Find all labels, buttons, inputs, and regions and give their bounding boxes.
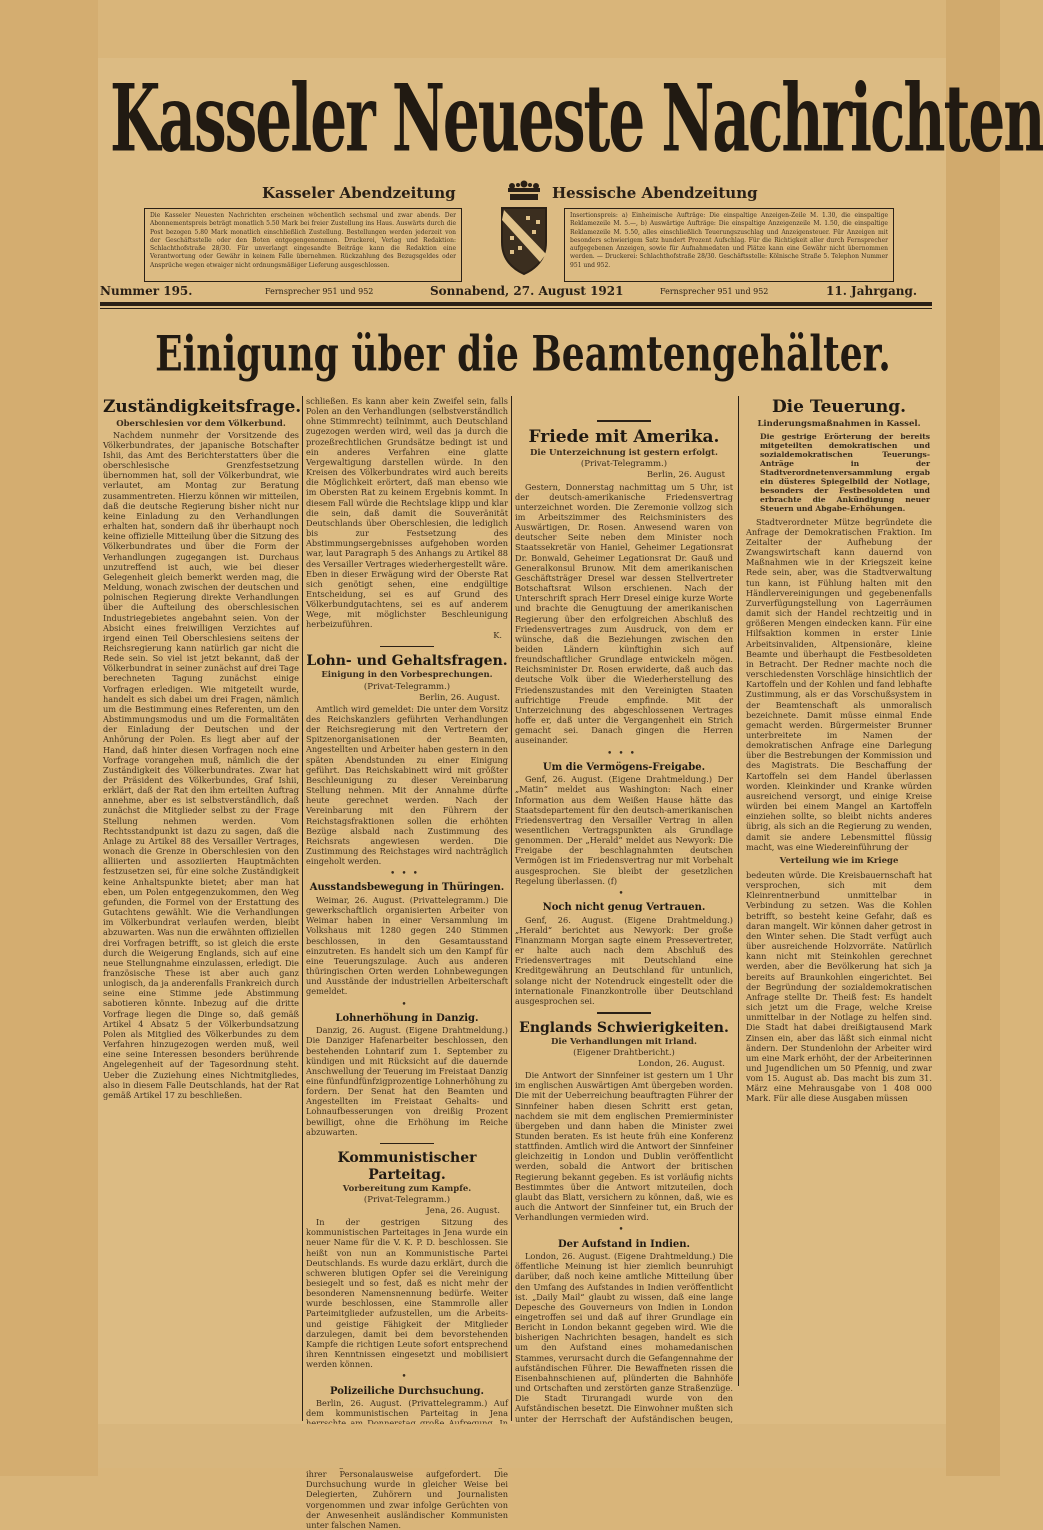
article-subtitle: Einigung in den Vorbesprechungen. xyxy=(321,670,493,681)
article-body: Gestern, Donnerstag nachmittag um 5 Uhr, ist der deutsch-amerikanische Friedensvertrag unterzeichnet worden. Die Zeremonie vollzog sich im Arbeitszimmer des Reichsministers des Auswärtigen, Dr. Rosen. Anwesend waren von deutscher Seite neben dem Minister noch Staatssekretär von Haniel, Geheimer Legationsrat Dr. Bonwald, Geheimer Legationsrat Dr. Gauß und Generalkonsul Brunow. Mit dem amerikanischen Geschäftsträger Dresel war dessen Stellvertreter Botschaftsrat Wilson erschienen. Nach der Unterschrift sprach Herr Dresel einige kurze Worte und brachte die Genugtuung der amerikanischen Regierung über den erfolgreichen Abschluß des Friedensvertrages zum Ausdruck, von dem er wünsche, daß die Beziehungen zwischen den beiden Ländern künftighin sich auf freundschaftlicher Grundlage entwickeln mögen. Reichsminister Dr. Rosen erwiderte, daß auch das deutsche Volk über die Wiederherstellung des Friedenszustandes mit den Vereinigten Staaten aufrichtige Freude empfinde. Mit der Unterzeichnung des abgeschlossenen Vertrages hoffe er, daß unter die Vergangenheit ein Strich gemacht sei. Danach gingen die Herren auseinander. xyxy=(515,481,733,746)
column-4 xyxy=(746,396,932,1346)
main-headline: Einigung über die Beamtengehälter. xyxy=(155,325,891,383)
article-subtitle: Die Unterzeichnung ist gestern erfolgt. xyxy=(530,448,718,459)
article-title: Die Teuerung. xyxy=(771,397,907,417)
article-source: (Privat-Telegramm.) xyxy=(363,1194,451,1205)
phone-right: Fernsprecher 951 und 952 xyxy=(660,287,769,296)
masthead xyxy=(110,64,1043,173)
article-dateline: Berlin, 26. August xyxy=(646,470,725,481)
column-rule xyxy=(511,396,512,1421)
separator-rule xyxy=(380,1143,434,1145)
separator-rule xyxy=(380,646,434,648)
phone-left: Fernsprecher 951 und 952 xyxy=(265,287,374,296)
article-title: Lohnerhöhung in Danzig. xyxy=(335,1012,479,1024)
article-source: (Eigener Drahtbericht.) xyxy=(573,1047,675,1058)
article-title: Lohn- und Gehaltsfragen. xyxy=(306,653,508,670)
article-body: Weimar, 26. August. (Privattelegramm.) Die gewerkschaftlich organisierten Arbeiter von Weimar haben in einer Versammlung im Volkshaus mit 1280 gegen 240 Stimmen beschlossen, in den Gesamtausstand einzutreten. Es handelt sich um den Kampf für eine Teuerungszulage. Auch aus anderen thüringischen Orten werden Lohnbewegungen und Ausstände der industriellen Arbeiterschaft gemeldet. xyxy=(306,894,508,997)
article-title: Englands Schwierigkeiten. xyxy=(519,1019,729,1036)
column-3 xyxy=(515,396,733,1424)
article-dateline: London, 26. August. xyxy=(638,1058,725,1069)
dateline xyxy=(100,284,930,302)
separator-dot: • xyxy=(618,1225,630,1236)
article-subtitle: Vorbereitung zum Kampfe. xyxy=(342,1183,472,1194)
article-subtitle: Linderungsmaßnahmen in Kassel. xyxy=(757,418,921,429)
subscription-info-box: Die Kasseler Neuesten Nachrichten erscheinen wöchentlich sechsmal und zwar abends. Der Abonnementspreis beträgt monatlich 5.50 Mark bei freier Zustellung ins Haus. Auswärts durch die Post bezogen 5.80 Mark monatlich einschließlich Zustellung. Bestellungen werden jederzeit von der Geschäftsstelle oder den Boten entgegengenommen. Druckerei, Verlag und Redaktion: Schlachthofstraße 28/30. Für unverlangt eingesandte Beiträge kann die Redaktion eine Verantwortung oder Gewähr in keinem Falle übernehmen. Rückzahlung des Bezugsgeldes oder Ansprüche wegen etwaiger nicht ordnungsmäßiger Lieferung ausgeschlossen. xyxy=(144,208,462,282)
article-dateline: Berlin, 26. August. xyxy=(419,692,500,703)
article-source: (Privat-Telegramm.) xyxy=(363,681,451,692)
separator-rule xyxy=(597,420,651,422)
article-subtitle: Die Verhandlungen mit Irland. xyxy=(551,1036,697,1047)
masthead-subtitle-left: Kasseler Abendzeitung xyxy=(262,184,456,202)
masthead-rule-thin xyxy=(100,308,932,309)
article-body: Genf, 26. August. (Eigene Drahtmeldung.) „Herald“ berichtet aus Newyork: Der große Finanzmann Morgan sagte einem Pressevertreter, er halte auch nach dem Abschluß des Friedensvertrages mit Deutschland eine Kreditgewährung an Deutschland für untunlich, solange nicht der Notendruck eingestellt oder die internationale Finanzkontrolle über Deutschland ausgesprochen sei. xyxy=(515,914,733,1006)
article-body: In der gestrigen Sitzung des kommunistischen Parteitages in Jena wurde ein neuer Name für die V. K. P. D. beschlossen. Sie heißt von nun an Kommunistische Partei Deutschlands. Es wurde dazu erklärt, durch die schweren blutigen Opfer sei die Vereinigung besiegelt und so fest, daß es nicht mehr der besonderen Namensnennung bedürfe. Weiter wurde beschlossen, eine Stammrolle aller Parteimitglieder aufzustellen, um die Arbeits- und geistige Fähigkeit der Mitglieder darzulegen, damit bei dem bevorstehenden Kampfe die richtigen Leute sofort entsprechend ihren Kenntnissen eingesetzt und mobilisiert werden können. xyxy=(306,1217,508,1370)
masthead-rule xyxy=(100,302,932,306)
article-title: Kommunistischer Parteitag. xyxy=(337,1150,477,1183)
masthead-title: Kasseler Neueste Nachrichten xyxy=(110,64,1043,173)
column-rule xyxy=(302,396,303,1421)
article-dateline: Jena, 26. August. xyxy=(426,1205,500,1216)
coat-of-arms-icon xyxy=(496,180,552,276)
article-source: (Privat-Telegramm.) xyxy=(580,459,668,470)
article-title: Zuständigkeitsfrage. xyxy=(103,397,302,417)
article-body: Amtlich wird gemeldet: Die unter dem Vorsitz des Reichskanzlers geführten Verhandlungen der Reichsregierung mit den Vertretern der Spitzenorganisationen der Beamten, Angestellten und Arbeiter haben gestern in den späten Abendstunden zu einer Einigung geführt. Das Reichskabinett wird mit größter Beschleunigung zu dieser Vereinbarung Stellung nehmen. Mit der Annahme dürfte heute gerechnet werden. Nach der Vereinbarung mit den Führern der Reichstagsfraktionen sollen die erhöhten Bezüge alsbald nach Zustimmung des Reichsrats angewiesen werden. Die Zustimmung des Reichstages wird nachträglich eingeholt werden. xyxy=(306,703,508,867)
masthead-subtitle-right: Hessische Abendzeitung xyxy=(552,184,758,202)
article-lead: Die gestrige Erörterung der bereits mitgeteilten demokratischen und sozialdemokratischen Teuerungs-Anträge in der Stadtverordnetenversammlung ergab ein düsteres Spiegelbild der Notlage, besonders der Festbesoldeten und erbrachte die Ankündigung neuer Steuern und Abgabe-Erhöhungen. xyxy=(760,431,930,513)
article-title: Friede mit Amerika. xyxy=(528,426,720,447)
column-rule xyxy=(738,396,739,1386)
column-2 xyxy=(306,396,508,1530)
article-body: Danzig, 26. August. (Eigene Drahtmeldung.) Die Danziger Hafenarbeiter beschlossen, den bestehenden Lohntarif zum 1. September zu kündigen und mit Rücksicht auf die dauernde Anschwellung der Teuerung im Freistaat Danzig eine fünfundfünfzigprozentige Lohnerhöhung zu fordern. Der Senat hat den Beamten und Angestellten im Freistaat Gehalts- und Lohnaufbesserungen von dreißig Prozent bewilligt, ohne die Erhöhung im Reiche abzuwarten. xyxy=(306,1025,508,1137)
issue-number: Nummer 195. xyxy=(100,284,193,298)
article-title: Der Aufstand in Indien. xyxy=(558,1238,690,1250)
article-title: Polizeiliche Durchsuchung. xyxy=(329,1385,484,1397)
article-title: Noch nicht genug Vertrauen. xyxy=(542,902,706,914)
article-signature: K. xyxy=(493,629,502,640)
article-body: Genf, 26. August. (Eigene Drahtmeldung.) Der „Matin“ meldet aus Washington: Nach einer Information aus dem Weißen Hause hätte das Staatsdepartement für den deutsch-amerikanischen Friedensvertrag den Versailler Vertrag in allen wesentlichen Vertragspunkten als Grundlage genommen. Der „Herald“ meldet aus Newyork: Die Freigabe der beschlagnahmten deutschen Vermögen ist im Friedensvertrag nur mit Vorbehalt ausgesprochen. Sie bleibt der gesetzlichen Regelung überlassen. (f) xyxy=(515,774,733,886)
separator-dot: • xyxy=(618,888,630,899)
article-body-continued: schließen. Es kann aber kein Zweifel sein, falls Polen an den Verhandlungen (selbstverständlich ohne Stimmrecht) teilnimmt, auch Deutschland zugezogen werden wird, weil das ja durch die prozeßrechtlichen Grundsätze bedingt ist und ein anderes Verfahren eine glatte Vergewaltigung darstellen würde. In den Kreisen des Völkerbundrates wird auch bereits die Möglichkeit erörtert, daß man ebenso wie im Obersten Rat zu keinem Ergebnis kommt. In diesem Fall würde die Rechtslage klipp und klar die sein, daß damit die Souveränität Deutschlands über Oberschlesien, die lediglich bis zur Festsetzung des Abstimmungsergebnisses aufgehoben worden war, laut Paragraph 5 des Anhangs zu Artikel 88 des Versailler Vertrages wiederhergestellt wäre. Eben in dieser Erwägung wird der Oberste Rat sich genötigt sehen, eine endgültige Entscheidung, sei es auf Grund des Völkerbundgutachtens, sei es auf anderem Wege, mit möglichster Beschleunigung herbeizuführen. xyxy=(306,396,508,630)
article-body: Stadtverordneter Mütze begründete die Anfrage der Demokratischen Fraktion. Im Zeitalter der Aufhebung der Zwangswirtschaft kann dauernd von Maßnahmen wie in der Kriegszeit keine Rede sein, aber, was die Stadtverwaltung tun kann, ist Fühlung halten mit den Händlervereinigungen und gegebenenfalls Zurverfügungstellung von Lagerräumen damit sich der Handel rechtzeitig und in größeren Mengen eindecken kann. Für eine Hilfsaktion kommen in erster Linie Arbeitsinvaliden, Altpensionäre, kleine Beamte und überhaupt die Festbesoldeten in Betracht. Der Redner machte noch die verschiedensten Vorschläge hinsichtlich der Kartoffeln und der Kohlen und fand lebhafte Zustimmung, als er das Vorschußsystem in der Beamtenschaft als unmoralisch bezeichnete. Damit müsse einmal Ende gemacht werden. Bürgermeister Brunner unterbreitete im Namen der demokratischen Anfrage eine Darlegung über die Bestrebungen der Kommission und des Magistrats. Die Beschaffung der Kartoffeln sei dem Handel überlassen worden. Kleinkinder und Kranke würden ausreichend versorgt, und einige Kreise würden bei einem Mangel an Kartoffeln einziehen sollte, so bleibt nichts anderes übrig, als sich an die Regierung zu wenden, damit sie andere Lebensmittel flüssig macht, was eine Wiedereinführung der xyxy=(746,516,932,852)
article-body: Nachdem nunmehr der Vorsitzende des Völkerbundrates, der japanische Botschafter Ishii, das Amt des Berichterstatters über die oberschlesische Grenzfestsetzung übernommen hat, soll der Völkerbundrat, wie verlautet, am Montag zur Beratung zusammentreten. Hierzu können wir mitteilen, daß die deutsche Regierung bisher nicht nur keine Einladung zu den Verhandlungen erhalten hat, sondern daß ihr überhaupt noch keine offizielle Mitteilung über die Sitzung des Völkerbundrates und über die Form der Verhandlungen zugegangen ist. Durchaus unzutreffend ist auch, wie bei dieser Gelegenheit gleich bemerkt werden mag, die Meldung, wonach zwischen der deutschen und polnischen Regierung direkte Verhandlungen über die Aufteilung des oberschlesischen Industriegebietes angebahnt seien. Von der Absicht eines freiwilligen Verzichtes auf irgend einen Teil Oberschlesiens seitens der Reichsregierung kann natürlich gar nicht die Rede sein. So viel ist jetzt bekannt, daß der Völkerbundrat in seiner zunächst auf drei Tage berechneten Tagung zunächst einige Vorfragen erledigen. Wie mitgeteilt wurde, handelt es sich dabei um drei Fragen, nämlich um die Bestimmung eines Referenten, um den Abstimmungsmodus und um die Formalitäten der Einladung der Deutschen und der Anhörung der Polen. Es liegt aber auf der Hand, daß hinter diesen Vorfragen noch eine Vorfrage vorangehen muß, nämlich die der Zuständigkeit des Völkerbundrates. Zwar hat der Präsident des Völkerbundes, Graf Ishii, erklärt, daß der Rat den ihm erteilten Auftrag annehme, aber es ist selbstverständlich, daß zunächst die Mitglieder selbst zu der Frage Stellung nehmen werden. Vom Rechtsstandpunkt ist dazu zu sagen, daß die Anlage zu Artikel 88 des Versailler Vertrages, wonach die Grenze in Oberschlesien von den alliierten und assoziierten Hauptmächten festzusetzen sei, für eine solche Zuständigkeit keine Anhaltspunkte bietet; aber man hat eben, um Polen entgegenzukommen, den Weg gefunden, die Formel von der Erstattung des Gutachtens gewählt. Wie die Verhandlungen im Völkerbundrat verlaufen werden, bleibt abzuwarten. Was nun die erwähnten offiziellen drei Vorfragen betrifft, so ist gleich die erste durch die Weigerung Englands, sich auf eine neue Stellungnahme einzulassen, erledigt. Die französische These ist aber auch ganz unlogisch, da ja anderenfalls Frankreich durch seine eine Stimme jede Abstimmung sabotieren könnte. Inbezug auf die dritte Vorfrage liegen die Dinge so, daß gemäß Artikel 4 Absatz 5 der Völkerbundsatzung Polen als Mitglied des Völkerbundes zu dem Verfahren hinzugezogen werden muß, weil eine seine Interessen besonders berührende Angelegenheit auf der Tagesordnung steht. Ueber die Zuziehung eines Nichtmitgliedes, also in diesem Falle Deutschlands, hat der Rat gemäß Artikel 17 zu beschließen. xyxy=(103,429,299,1100)
article-subhead: Verteilung wie im Kriege xyxy=(779,855,899,866)
volume-number: 11. Jahrgang. xyxy=(826,284,918,298)
article-body: Die Antwort der Sinnfeiner ist gestern um 1 Uhr im englischen Auswärtigen Amt übergeben worden. Die mit der Ueberreichung beauftragten Führer der Sinnfeiner haben diesen Schritt erst getan, nachdem sie mit dem englischen Premierminister übergeben und dann haben die Minister zwei Stunden beraten. Es ist heute früh eine Konferenz stattfinden. Amtlich wird die Antwort der Sinnfeiner gleichzeitig in London und Dublin veröffentlicht werden, sobald die Antwort der britischen Regierung bekannt gegeben. Es ist vorläufig nichts Bestimmtes über die Antwort mitzuteilen, doch glaubt das Blatt, versichern zu können, daß, wie es auch die Antwort der Sinnfeiner tut, ein Bruch der Verhandlungen vermieden wird. xyxy=(515,1070,733,1223)
article-body: Berlin, 26. August. (Privattelegramm.) Auf dem kommunistischen Parteitag in Jena ihrer Personalausweise aufgefordert. Die Durchsuchung wurde in gleicher Weise bei Delegierten, Zuhörern und Journalisten vorgenommen und zwar infolge Gerüchten von der Anwesenheit ausländischer Kommunisten unter falschen Namen. xyxy=(306,1398,508,1530)
separator-dot: • xyxy=(401,1372,413,1383)
separator-rule xyxy=(597,1012,651,1014)
article-subtitle: Oberschlesien vor dem Völkerbund. xyxy=(116,418,286,429)
page-edge-right xyxy=(946,0,1000,1476)
advertising-info-box: Insertionspreis: a) Einheimische Aufträge: Die einspaltige Anzeigen-Zeile M. 1.30, die einspaltige Reklamezeile M. 5.—, b) Auswärtige Aufträge: Die einspaltige Anzeigenzeile M. 1.50, die einspaltige Reklamezeile M. 5.50, alles einschließlich Teuerungszuschlag und Anzeigensteuer. Für Anzeigen mit besonders schwierigem Satz hundert Prozent Aufschlag. Für die Richtigkeit aller durch Fernsprecher aufgegebenen Anzeigen, sowie für Aufnahmedaten und Plätze kann eine Gewähr nicht übernommen werden. — Druckerei: Schlachthofstraße 28/30. Geschäftsstelle: Kölnische Straße 5. Telephon Nummer 951 und 952. xyxy=(564,208,894,282)
blank-page-bottom xyxy=(98,1424,946,1468)
issue-date: Sonnabend, 27. August 1921 xyxy=(430,284,624,298)
article-body-continued: bedeuten würde. Die Kreisbauernschaft hat versprochen, sich mit dem Kleinrentnerbund unmittelbar in Verbindung zu setzen. Was die Kohlen betrifft, so besteht keine Gefahr, daß es daran mangelt. Wir können daher getrost in den Winter sehen. Die Stadt verfügt auch über ausreichende Holzvorräte. Natürlich kann nicht mit Steinkohlen gerechnet werden, aber die Bevölkerung hat sich ja bereits auf Braunkohlen eingerichtet. Bei der Begründung der sozialdemokratischen Anfrage stellte Dr. Theiß fest: Es handelt sich jetzt um die Frage, welche Kreise unmittelbar in der Notlage zu helfen sind. Die Stadt hat dabei dreißigtausend Mark Zinsen ein, aber das läßt sich einmal nicht ändern. Der Stundenlohn der Arbeiter wird um eine Mark erhöht, der der Arbeiterinnen und Jugendlichen um 50 Pfennig, und zwar vom 15. August ab. Das macht bis zum 31. März eine Mehrausgabe von 1 408 000 Mark. Für alle diese Ausgaben müssen xyxy=(746,870,932,1104)
separator-dots: ••• xyxy=(390,869,424,880)
separator-dot: • xyxy=(401,999,413,1010)
page-edge-left xyxy=(0,0,98,1476)
article-body: London, 26. August. (Eigene Drahtmeldung.) Die öffentliche Meinung ist hier ziemlich beunruhigt darüber, daß noch keine amtliche Mitteilung über den Umfang des Aufstandes in Indien veröffentlicht ist. „Daily Mail“ glaubt zu wissen, daß eine lange Depesche des Gouverneurs von Indien in London eingetroffen sei und daß auf ihrer Grundlage ein Bericht in London bekannt gegeben wird. Wie die bisherigen Nachrichten besagen, handelt es sich um den Aufstand eines mohamedanischen Stammes, verursacht durch die Gefangennahme der aufständischen Führer. Die Bewaffneten rissen die Eisenbahnschienen auf, plünderten die Bahnhöfe und Ortschaften und zerstörten ganze Straßenzüge. Die Stadt Tirurangadi wurde von den Aufständischen besetzt. Die Einwohner mußten sich unter der Herrschaft der Aufständischen beugen, xyxy=(515,1251,733,1424)
headline-wrap xyxy=(110,325,936,383)
article-title: Ausstandsbewegung in Thüringen. xyxy=(309,882,505,894)
separator-dots: ••• xyxy=(607,748,641,759)
article-title: Um die Vermögens-Freigabe. xyxy=(542,761,706,773)
column-1 xyxy=(103,396,302,1421)
